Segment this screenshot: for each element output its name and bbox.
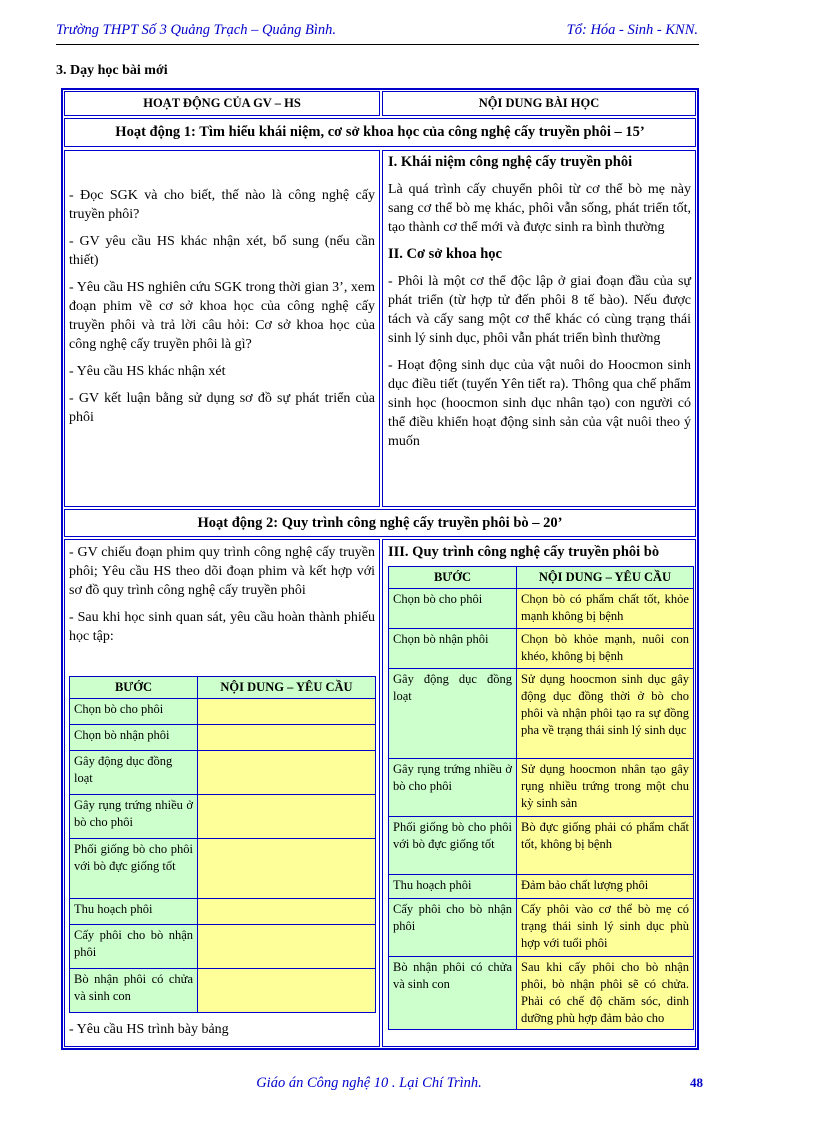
process-content: Cấy phôi vào cơ thể bò mẹ có trạng thái sinh lý sinh dục phù hợp với tuổi phôi — [517, 899, 694, 957]
process-table — [388, 566, 694, 1030]
activity2-presentation-instruction: - Yêu cầu HS trình bày bảng — [69, 1022, 229, 1037]
process-step: Cấy phôi cho bò nhận phôi — [389, 899, 517, 957]
process-step: Chọn bò nhận phôi — [389, 629, 517, 669]
process-content: Đảm bảo chất lượng phôi — [517, 875, 694, 899]
worksheet-blank-cell[interactable] — [198, 969, 376, 1013]
activity2-title: Hoạt động 2: Quy trình công nghệ cấy truyền phôi bò – 20’ — [64, 509, 696, 537]
worksheet-blank-cell[interactable] — [198, 699, 376, 725]
process-step: Gây động dục đồng loạt — [389, 669, 517, 759]
concept-text: Là quá trình cấy chuyển phôi từ cơ thể bò mẹ này sang cơ thể bò mẹ khác, phôi vẫn sống, phát triển tốt, tạo thành cơ thể mới và được sinh ra bình thường — [388, 182, 691, 235]
footer-text: Giáo án Công nghệ 10 . Lại Chí Trình. — [256, 1075, 482, 1091]
worksheet-step: Gây rụng trứng nhiều ở bò cho phôi — [70, 795, 198, 839]
worksheet-blank-cell[interactable] — [198, 899, 376, 925]
worksheet-header-step: BƯỚC — [70, 677, 198, 699]
process-step: Phối giống bò cho phôi với bò đực giống tốt — [389, 817, 517, 875]
column-header-content: NỘI DUNG BÀI HỌC — [382, 91, 696, 116]
process-step: Chọn bò cho phôi — [389, 589, 517, 629]
process-step: Gây rụng trứng nhiều ở bò cho phôi — [389, 759, 517, 817]
worksheet-blank-cell[interactable] — [198, 839, 376, 899]
worksheet-step: Chọn bò nhận phôi — [70, 725, 198, 751]
worksheet-blank-cell[interactable] — [198, 925, 376, 969]
activity2-worksheet-instruction: - Sau khi học sinh quan sát, yêu cầu hoàn thành phiếu học tập: — [69, 610, 375, 644]
worksheet-step: Phối giống bò cho phôi với bò đực giống tốt — [70, 839, 198, 899]
activity1-left-item: - GV kết luận bằng sử dụng sơ đồ sự phát triển của phôi — [69, 391, 375, 425]
process-content: Sau khi cấy phôi cho bò nhận phôi, bò nhận phôi sẽ có chửa. Phải có chế độ chăm sóc, dinh dưỡng phù hợp đảm bảo cho — [517, 957, 694, 1030]
process-header-step: BƯỚC — [389, 567, 517, 589]
activity2-left-cell — [64, 539, 380, 1047]
activity1-left-cell — [64, 150, 380, 507]
worksheet-blank-cell[interactable] — [198, 725, 376, 751]
activity1-left-item: - Đọc SGK và cho biết, thế nào là công nghệ cấy truyền phôi? — [69, 188, 375, 222]
worksheet-step: Chọn bò cho phôi — [70, 699, 198, 725]
activity1-left-item: - Yêu cầu HS khác nhận xét — [69, 364, 226, 379]
scientific-basis-heading: II. Cơ sở khoa học — [388, 246, 502, 262]
activity2-instruction: - GV chiếu đoạn phim quy trình công nghệ cấy truyền phôi; Yêu cầu HS theo dõi đoạn phim và kết hợp với sơ đồ quy trình công nghệ cấy truyền phôi — [69, 545, 375, 598]
process-content: Sử dụng hoocmon nhân tạo gây rụng nhiều trứng trong một chu kỳ sinh sản — [517, 759, 694, 817]
worksheet-blank-cell[interactable] — [198, 751, 376, 795]
header-divider — [56, 44, 699, 45]
worksheet-step: Thu hoạch phôi — [70, 899, 198, 925]
scientific-basis-text-1: - Phôi là một cơ thể độc lập ở giai đoạn đầu của sự phát triển (từ hợp tử đến phôi 8 tế bào). Nếu được tách và cấy sang một cơ thể khác có cùng trạng thái sinh lý sinh dục, phôi vẫn phát triển bình thường — [388, 274, 691, 346]
worksheet-table — [69, 676, 376, 1013]
activity1-left-item: - Yêu cầu HS nghiên cứu SGK trong thời gian 3’, xem đoạn phim về cơ sở khoa học của công nghệ cấy truyền phôi và trả lời câu hỏi: Cơ sở khoa học của công nghệ cấy truyền phôi là gì? — [69, 280, 375, 352]
process-content: Chọn bò khỏe mạnh, nuôi con khéo, không bị bệnh — [517, 629, 694, 669]
worksheet-header-content: NỘI DUNG – YÊU CẦU — [198, 677, 376, 699]
worksheet-blank-cell[interactable] — [198, 795, 376, 839]
section-title: 3. Dạy học bài mới — [56, 63, 168, 78]
process-heading: III. Quy trình công nghệ cấy truyền phôi bò — [388, 544, 660, 560]
activity2-right-cell — [382, 539, 696, 1047]
activity1-right-cell — [382, 150, 696, 507]
process-header-content: NỘI DUNG – YÊU CẦU — [517, 567, 694, 589]
process-step: Thu hoạch phôi — [389, 875, 517, 899]
worksheet-step: Bò nhận phôi có chửa và sinh con — [70, 969, 198, 1013]
page-number: 48 — [690, 1075, 703, 1090]
concept-heading: I. Khái niệm công nghệ cấy truyền phôi — [388, 154, 633, 170]
process-step: Bò nhận phôi có chửa và sinh con — [389, 957, 517, 1030]
worksheet-step: Cấy phôi cho bò nhận phôi — [70, 925, 198, 969]
scientific-basis-text-2: - Hoạt động sinh dục của vật nuôi do Hoocmon sinh dục điều tiết (tuyến Yên tiết ra). Thông qua chế phẩm sinh học (hoocmon sinh dục nhân tạo) con người có thể điều khiển hoạt động sinh sản của vật nuôi theo ý muốn — [388, 358, 691, 449]
column-header-activities: HOẠT ĐỘNG CỦA GV – HS — [64, 91, 380, 116]
process-content: Chọn bò có phẩm chất tốt, khỏe mạnh không bị bệnh — [517, 589, 694, 629]
process-content: Sử dụng hoocmon sinh dục gây động dục đồng thời ở bò cho phôi và nhận phôi tạo ra sự đồng pha về trạng thái sinh lý sinh dục — [517, 669, 694, 759]
activity1-title: Hoạt động 1: Tìm hiểu khái niệm, cơ sở khoa học của công nghệ cấy truyền phôi – 15’ — [64, 118, 696, 147]
activity1-left-item: - GV yêu cầu HS khác nhận xét, bổ sung (nếu cần thiết) — [69, 234, 375, 268]
worksheet-step: Gây động dục đồng loạt — [70, 751, 198, 795]
header-school: Trường THPT Số 3 Quảng Trạch – Quảng Bình. — [56, 22, 337, 38]
header-department: Tổ: Hóa - Sinh - KNN. — [566, 22, 698, 38]
process-content: Bò đực giống phải có phẩm chất tốt, không bị bệnh — [517, 817, 694, 875]
